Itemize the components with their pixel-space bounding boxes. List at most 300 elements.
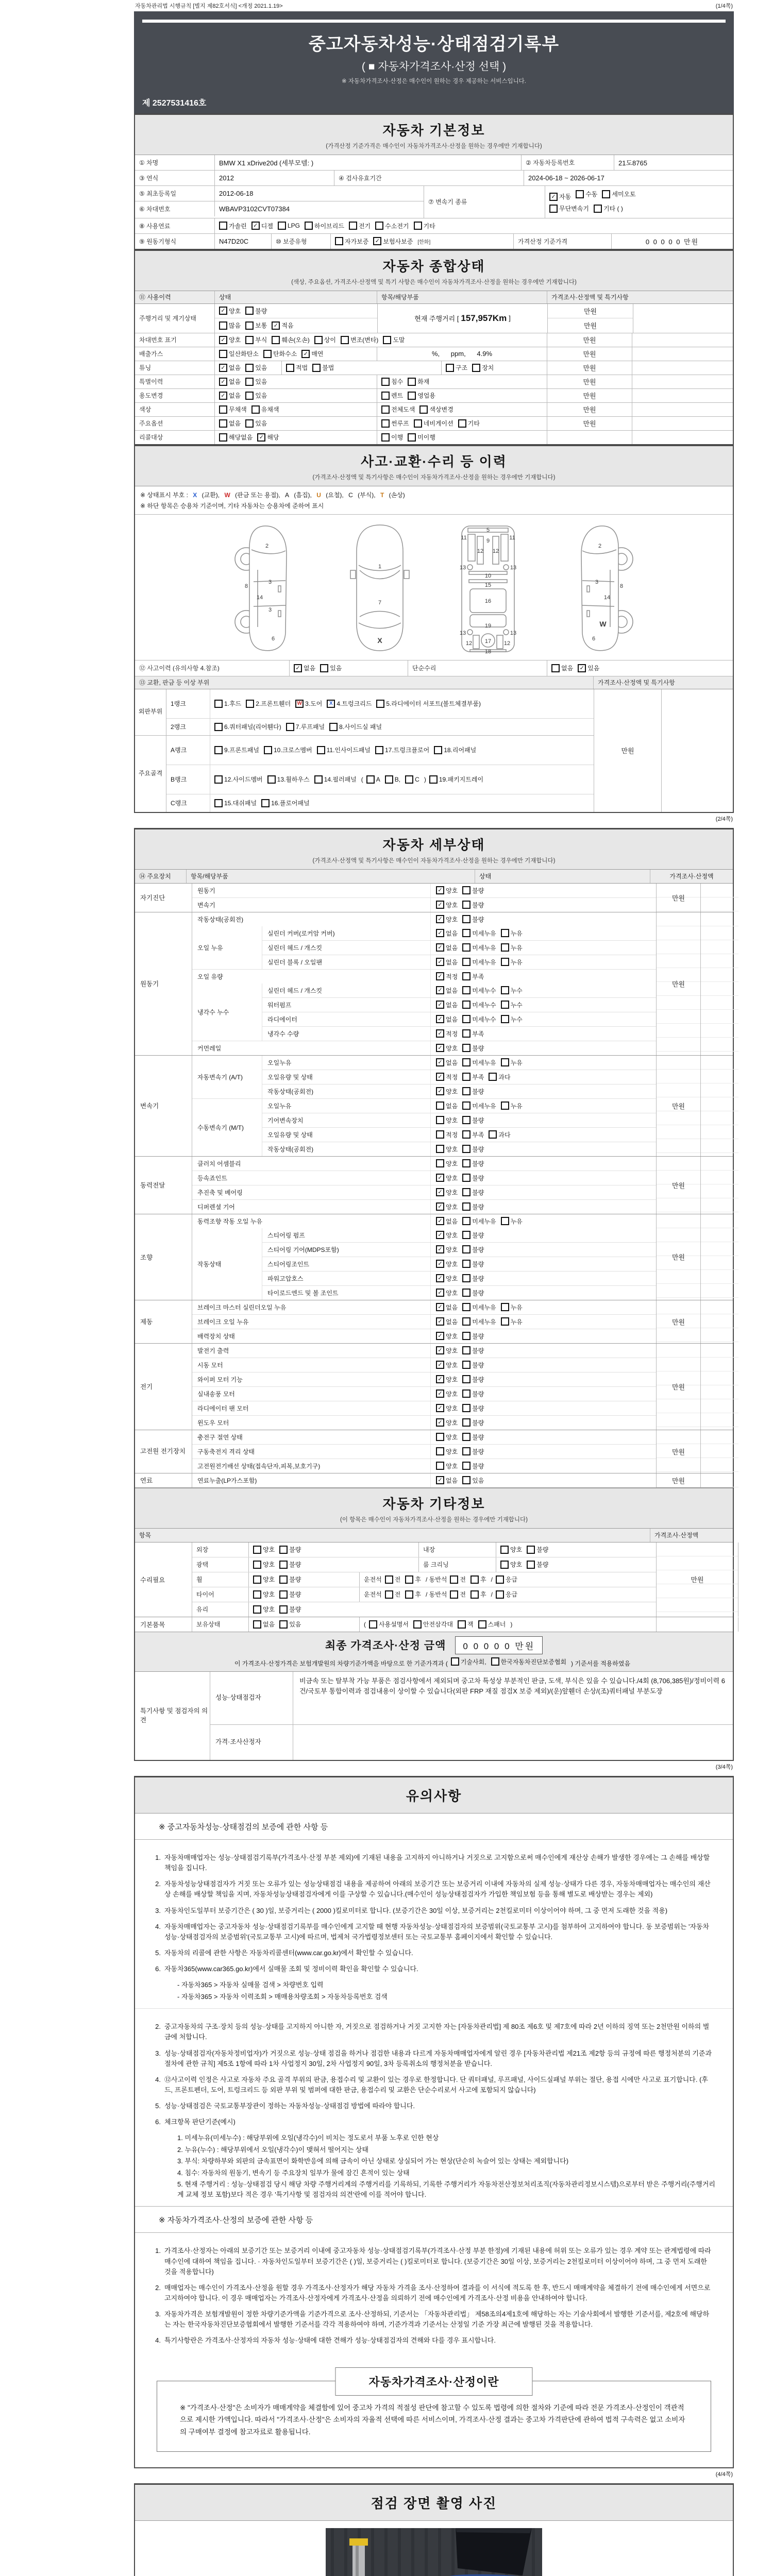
checkbox-icon: [462, 1202, 470, 1211]
car-damage-diagram: [135, 515, 733, 660]
group-engine: 원동기 작동상태(공회전) ✓ 양호 불량 오일 누유 실린더 커버(로커암 커버) ✓ 없음 미세누유 누유 실린더 헤드 / 개스킷 ✓ 없음 미세누유 누유 실린더 블록 / 오일팬 ✓ 없음 미세누유 누유 오일 유량 ✓ 적정 부족 냉각수 누수 실린더 헤드 / 개스킷 ✓ 없음 미세누수 누수 워터펌프 ✓ 없음 미세누수 누수 라디에이터 ✓ 없음 미세누수 누수 냉각수 수량 ✓ 적정 부족 커먼레일 ✓ 양호 불량 만원: [135, 912, 733, 1056]
inspection-period-value: 2024-06-18 ~ 2026-06-17: [528, 174, 604, 182]
notice-item: [150, 1879, 715, 1900]
detail-row-label: 와이퍼 모터 기능: [192, 1372, 431, 1386]
basic-info-title: 자동차 기본정보: [382, 123, 485, 138]
checkbox-icon: [405, 1590, 413, 1599]
checkbox-label: 사용설명서: [379, 1621, 409, 1628]
checkbox-label: 불량: [536, 1561, 549, 1568]
reg-number-value: 21도8765: [618, 159, 647, 167]
checkbox-option: [253, 1620, 275, 1629]
checkbox-option: [381, 377, 403, 386]
usage-col-state: 상태: [215, 291, 377, 303]
photos-band: [135, 2485, 733, 2521]
checkbox-option: [436, 1361, 458, 1369]
checkbox-option: [450, 1575, 466, 1584]
detail-row: [192, 970, 656, 984]
checkbox-icon: [341, 336, 349, 344]
checkbox-option: [436, 986, 458, 995]
detail-row: [262, 1257, 656, 1272]
diagram-panel-number: 3: [268, 579, 272, 585]
detail-row: [192, 898, 656, 912]
rankB-label: B랭크: [166, 765, 210, 794]
detail-row-status: [431, 926, 656, 940]
document-note: ※ 자동차가격조사·산정은 매수인이 원하는 경우 제공하는 서비스입니다.: [342, 78, 526, 84]
price-cell: 만원: [547, 375, 632, 388]
checkbox-label: 6.쿼터패널(리어휀다): [224, 723, 281, 731]
checkbox-option: [462, 1317, 496, 1326]
section-overall-state: [134, 250, 734, 445]
checkbox-icon: [501, 958, 509, 966]
checkbox-option: [219, 363, 241, 372]
recall-price: [547, 431, 632, 444]
checkbox-icon: [214, 700, 223, 708]
checkbox-option: [501, 1001, 523, 1009]
detail-col-state: 상태: [475, 870, 650, 883]
detail-row: [192, 1430, 656, 1445]
checkbox-label: 양호: [446, 1174, 458, 1182]
detail-row: [192, 1157, 656, 1171]
notice-item: [150, 1853, 715, 1873]
checkbox-label: 영업용: [417, 392, 435, 399]
checkbox-label: 후: [480, 1576, 486, 1583]
rank2-row: [166, 719, 594, 735]
checked-checkbox-icon: ✓: [436, 1389, 444, 1398]
odometer-suffix: ]: [509, 314, 511, 322]
detail-row-label: 오일누유: [262, 1099, 431, 1113]
checkbox-option: [279, 1575, 301, 1584]
checkbox-icon: [462, 1145, 470, 1153]
checkbox-label: 부족: [472, 1030, 484, 1038]
checked-checkbox-icon: ✓: [436, 1073, 444, 1081]
usage-row-vin: [135, 333, 733, 347]
checkbox-option: [436, 1087, 458, 1096]
usage-row-color: [135, 403, 733, 417]
diagram-panel-number: 17: [484, 638, 492, 645]
detail-row: [262, 1272, 656, 1286]
checkbox-icon: [219, 350, 227, 358]
checkbox-icon: [462, 929, 470, 937]
checkbox-option: [462, 1346, 484, 1355]
checkbox-option: [405, 775, 419, 784]
detail-row: [192, 1372, 656, 1387]
plain-text: W: [224, 491, 230, 499]
checkbox-label: 불량: [472, 1203, 484, 1211]
checkbox-icon: [501, 1058, 509, 1066]
diagram-panel-number: 14: [603, 594, 611, 601]
checkbox-label: 양호: [446, 1390, 458, 1398]
checkbox-icon: [436, 1101, 444, 1110]
checkbox-label: 탄화수소: [273, 350, 297, 358]
checkbox-label: 변조(변타): [350, 336, 379, 344]
detail-row: [262, 1286, 656, 1300]
checkbox-option: [436, 1231, 458, 1240]
checkbox-icon: [405, 1575, 413, 1584]
page-number-2: (2/4쪽): [715, 816, 733, 822]
detail-row-label: 클러치 어셈블리: [192, 1157, 431, 1171]
vin-value: WBAVP3102CVT07384: [219, 205, 290, 213]
checkbox-icon: [551, 664, 560, 672]
checkbox-label: 안전삼각대: [423, 1621, 453, 1628]
detail-row-label: 스티어링 펌프: [262, 1228, 431, 1242]
checkbox-label: 양호: [446, 1203, 458, 1211]
checkbox-option: [436, 1015, 458, 1024]
checked-checkbox-icon: ✓: [436, 1231, 444, 1239]
notice-item: [150, 2246, 715, 2277]
checkbox-label: 19.패키지트레이: [439, 776, 484, 783]
checkbox-label: 누유: [510, 958, 523, 966]
detail-row-label: 시동 모터: [192, 1358, 431, 1372]
accident-note: (가격조사·산정액 및 특기사항은 매수인이 자동차가격조사·산정을 원하는 경우에만 기재합니다): [312, 474, 556, 481]
vin-label: ⑥ 차대번호: [135, 201, 215, 216]
checkbox-label: 불법: [322, 364, 334, 371]
checked-checkbox-icon: ✓: [436, 1289, 444, 1297]
checkbox-label: 불량: [472, 1260, 484, 1268]
checkbox-option: [501, 1303, 523, 1312]
checkbox-label: 불량: [472, 887, 484, 894]
diagram-panel-number: 2: [598, 543, 602, 549]
notice-item-text: 성능·상태점검자(자동차정비업자)가 거짓으로 성능·상태 점검을 하거나 점검한 내용과 다르게 자동차매매업자에게 알린 경우 [자동차관리법 제21조 제2항 등의 규정에 따른 행정처분의 기준과 절차에 관한 규칙] 제5조 1항에 따라 1차 사업정지 30일, 2차 사업정지 90일, 3차 등록취소의 행정처분을 받습니다.: [164, 2049, 712, 2067]
checkbox-option: [436, 1058, 458, 1067]
diagram-panel-number: 8: [244, 583, 248, 589]
checkbox-option: [462, 1087, 484, 1096]
checkbox-option: [381, 419, 409, 428]
checkbox-label: 없음: [446, 1102, 458, 1110]
checkbox-icon: [436, 1159, 444, 1167]
group-fuel: 연료 연료누출(LP가스포함) ✓ 없음 있음 만원: [135, 1473, 733, 1488]
checkbox-label: 불량: [472, 1160, 484, 1167]
color-extra: [632, 403, 733, 416]
detail-row-status: [431, 1027, 656, 1041]
checkbox-icon: [462, 972, 470, 980]
notice-subtitle-2: ※ 자동차가격조사·산정의 보증에 관한 사항 등: [135, 2206, 733, 2233]
basic-row-reg-vin: [135, 186, 733, 218]
checked-checkbox-icon: ✓: [578, 664, 586, 672]
definition-box-title: 자동차가격조사·산정이란: [335, 2367, 532, 2396]
notice-sub-item: 5. 현재 주행거리 : 성능·상태점검 당시 해당 차량 주행거리계의 주행거리를 기록하되, 기록한 주행거리가 자동차전산정보처리조직(자동차관리정보시스템)으로부터 받은 주행거리(주행거리계 교체 정보 포함)보다 적은 경우 '특기사항 및 점검자의 의견'란에 이를 적어야 합니다.: [177, 2180, 715, 2198]
color-label: 색상: [135, 403, 215, 416]
mileage-status: [215, 304, 378, 333]
detail-row-label: 실린더 블록 / 오일팬: [262, 955, 431, 969]
checkbox-icon: [450, 1575, 458, 1584]
checkbox-label: 불량: [472, 916, 484, 923]
checkbox-option: [436, 1188, 458, 1197]
checkbox-label: 2.프론트휀더: [256, 700, 291, 707]
accident-history-row: [135, 660, 733, 676]
notice-item-text: 자동차매매업자는 성능·상태점검기록부(가격조사·산정 부분 제외)에 기재된 내용을 고지하지 아니하거나 거짓으로 고지함으로써 매수인에게 재산상 손해가 발생한 경우에는 그 손해를 배상할 책임을 집니다.: [164, 1854, 710, 1872]
checkbox-option: [314, 335, 336, 344]
checkbox-icon: [602, 190, 610, 198]
detail-row: [192, 1358, 656, 1372]
notice-subtitle-1: ※ 중고자동차성능·상태점검의 보증에 관한 사항 등: [135, 1814, 733, 1840]
damage-code-legend: [135, 486, 733, 500]
checkbox-label: 양호: [446, 1145, 458, 1153]
checkbox-option: [349, 222, 371, 230]
checkbox-icon: [279, 1620, 288, 1629]
detail-row-status: [431, 1459, 656, 1473]
detail-row: [192, 1214, 656, 1228]
checkbox-icon: [219, 321, 227, 330]
notice-item-number: 4.: [155, 1922, 161, 1930]
checkbox-label: 한국자동차진단보증협회: [500, 1658, 567, 1666]
checkbox-icon: [329, 723, 338, 731]
checkbox-icon: [462, 1260, 470, 1268]
detail-row: [262, 1099, 656, 1113]
checkbox-label: 불량: [472, 1361, 484, 1369]
checkbox-label: 양호: [263, 1576, 275, 1583]
checkbox-label: 17.트렁크플로어: [384, 747, 430, 754]
repair-row-polish-cleaning: 광택 양호 불량 룸 크리닝 양호 불량: [192, 1557, 656, 1572]
checkbox-icon: [462, 1303, 470, 1311]
photos-title: 점검 장면 촬영 사진: [371, 2496, 497, 2512]
detail-row: [192, 1416, 656, 1430]
checkbox-icon: [419, 405, 428, 414]
panel-group-frame: [135, 736, 594, 812]
section-basic-info: [134, 113, 734, 250]
checkbox-label: 있음: [472, 1477, 484, 1484]
checkbox-icon: [219, 405, 227, 414]
detail-row-status: [431, 1157, 656, 1171]
checkbox-label: 상이: [324, 336, 336, 344]
section-photos-sign: [134, 2483, 734, 2576]
accident-band: [135, 446, 733, 486]
checkbox-icon: [462, 1044, 470, 1052]
plain-text: ) 기준서를 적용하였음: [571, 1660, 631, 1667]
price-cell: 만원: [547, 389, 632, 402]
special-history-status: [215, 375, 377, 388]
checkbox-label: 네비게이션: [423, 420, 453, 427]
notice-item-number: 3.: [155, 1906, 161, 1914]
usage-row-tuning: [135, 361, 733, 375]
usage-row-special: [135, 375, 733, 389]
checkbox-option: [501, 1015, 523, 1024]
notice-item-number: 4.: [155, 2336, 161, 2345]
detail-row-status: [431, 1200, 656, 1214]
checkbox-option: [436, 1433, 458, 1442]
checkbox-icon: [462, 1389, 470, 1398]
checkbox-option: [436, 1044, 458, 1053]
checkbox-label: 불량: [472, 1174, 484, 1182]
checkbox-label: 불량: [472, 1145, 484, 1153]
usage-row-usechange: [135, 389, 733, 403]
price-cell: 만원: [547, 347, 632, 361]
checkbox-label: 침수: [391, 378, 404, 385]
checkbox-label: 양호: [446, 1376, 458, 1383]
checkbox-label: 누유: [510, 1059, 523, 1066]
checkbox-option: [462, 1130, 484, 1139]
checkbox-option: [436, 1289, 458, 1297]
damage-marker: W: [599, 619, 607, 628]
checkbox-label: 렌트: [391, 392, 404, 399]
opinion-row-inspector: [210, 1672, 733, 1725]
checkbox-label: 8.사이드실 패널: [339, 723, 382, 731]
checkbox-label: 9.프론트패널: [224, 747, 259, 754]
checkbox-icon: [245, 364, 254, 372]
checkbox-option: [279, 1545, 301, 1554]
checkbox-label: 불량: [289, 1606, 301, 1613]
form-regulation-ref: 자동차관리법 시행규칙 [별지 제82호서식] <개정 2021.1.19>: [135, 3, 283, 9]
rankA-row: [166, 736, 594, 765]
checkbox-label: 스패너: [488, 1621, 506, 1628]
checkbox-icon: [434, 746, 442, 754]
checkbox-option: [373, 237, 413, 246]
detail-row: [262, 1142, 656, 1156]
notice-item: [150, 2117, 715, 2127]
checkbox-label: 적법: [296, 364, 308, 371]
detail-row-label: 오일유량 및 상태: [262, 1070, 431, 1084]
checkbox-icon: [369, 1620, 377, 1629]
checkbox-option: [419, 405, 453, 414]
checkbox-label: 없음: [446, 1303, 458, 1311]
checkbox-label: 없음: [229, 378, 241, 385]
inspector-opinion: [135, 1672, 733, 1760]
price-cell: 만원: [548, 304, 633, 319]
mileage-label: 주행거리 및 계기상태: [135, 304, 215, 333]
diagram-panel-number: 19: [484, 622, 492, 629]
checkbox-icon: [245, 321, 254, 330]
checkbox-label: 미세누유: [472, 929, 496, 937]
detail-row-label: 작동상태(공회전): [262, 1084, 431, 1098]
checkbox-label: 해당: [267, 434, 279, 441]
checkbox-icon: [349, 222, 357, 230]
checkbox-label: 미이행: [417, 434, 435, 441]
checkbox-icon: [462, 1274, 470, 1282]
checkbox-icon: [462, 1058, 470, 1066]
checkbox-icon: [500, 1561, 509, 1569]
detail-row: [262, 1228, 656, 1243]
usage-col-price: 가격조사·산정액 및 특기사항: [551, 294, 629, 301]
frame-group-label: 주요골격: [135, 736, 166, 812]
checked-checkbox-icon: ✓: [549, 193, 558, 201]
checkbox-option: [527, 1560, 548, 1569]
checkbox-icon: [246, 700, 254, 708]
checkbox-icon: [576, 190, 584, 198]
detail-row: [262, 955, 656, 969]
checkbox-option: [549, 204, 589, 213]
plain-text: (판금 또는 용접),: [233, 491, 282, 499]
checkbox-label: 무단변속기: [559, 205, 589, 212]
notice-sub-item: - 자동차365 > 자동차 이력조회 > 매매용차량조회 > 자동차등록번호 검색: [177, 1992, 388, 2001]
section-notice: [134, 1776, 734, 2468]
detail-row-status: [431, 1070, 656, 1084]
checkbox-option: [414, 419, 453, 428]
checked-checkbox-icon: ✓: [436, 1058, 444, 1066]
detail-row-label: 파워고압호스: [262, 1272, 431, 1285]
checked-checkbox-icon: ✓: [436, 1202, 444, 1211]
checkbox-option: [219, 321, 241, 330]
checkbox-icon: [462, 986, 470, 994]
detail-row: [192, 1344, 656, 1358]
checkbox-label: 누유: [510, 944, 523, 952]
detail-row-status: [431, 1445, 656, 1459]
detail-row: [262, 1070, 656, 1084]
overall-note: (색상, 주요옵션, 가격조사·산정액 및 특기 사항은 매수인이 자동차가격조사·산정을 원하는 경우에만 기재합니다): [291, 279, 577, 285]
group-transmission: 변속기 자동변속기 (A/T) 오일누유 ✓ 없음 미세누유 누유 오일유량 및 상태 ✓ 적정 부족 과다 작동상태(공회전) ✓ 양호 불량 수동변속기 (M/T) 오일누유 없음 미세누유 누유 기어변속장치 양호 불량 오일유량 및 상태 적정 부족 과다 작동상태(공회전) 양호 불량 만원: [135, 1056, 733, 1157]
checkbox-label: 전기: [358, 222, 371, 230]
checkbox-icon: [462, 886, 470, 894]
checked-checkbox-icon: ✓: [436, 1044, 444, 1052]
notice-item: [150, 1948, 715, 1958]
simple-repair-status: [547, 660, 733, 676]
group-powertrain: 동력전달 클러치 어셈블리 양호 불량 등속죠인트 ✓ 양호 불량 추진축 및 베어링 ✓ 양호 불량 디퍼렌셜 기어 ✓ 양호 불량 만원: [135, 1157, 733, 1214]
checkbox-label: 3.도어: [305, 700, 323, 707]
checkbox-icon: [214, 723, 223, 731]
checkbox-label: 15.대쉬패널: [224, 800, 257, 807]
extra-note: (이 항목은 매수인이 자동차가격조사·산정을 원하는 경우에만 기재합니다): [340, 1516, 528, 1523]
model-year-value: 2012: [215, 171, 334, 185]
checkbox-option: [245, 377, 267, 386]
checkbox-icon: [245, 378, 254, 386]
checkbox-icon: [501, 1303, 509, 1311]
checkbox-label: 양호: [446, 1275, 458, 1282]
checkbox-label: 불량: [289, 1546, 301, 1553]
checkbox-option: [462, 958, 496, 967]
checkbox-icon: [462, 1418, 470, 1427]
checkbox-option: [500, 1560, 522, 1569]
checkbox-option: [385, 1590, 401, 1599]
checkbox-icon: [446, 364, 454, 372]
checkbox-icon: [501, 986, 509, 994]
tuning-label: 튜닝: [135, 361, 215, 375]
detail-row: [192, 1459, 656, 1473]
checkbox-label: 미세누유: [472, 944, 496, 952]
checkbox-option: [301, 349, 323, 358]
checkbox-label: 양호: [446, 1160, 458, 1167]
detail-row-status: [431, 1012, 656, 1026]
detail-row-label: 충전구 절연 상태: [192, 1430, 431, 1444]
detail-row-label: 구동축전지 격리 상태: [192, 1445, 431, 1459]
checkbox-label: 미세누수: [472, 1015, 496, 1023]
checkbox-icon: [462, 1101, 470, 1110]
checkbox-icon: [501, 1001, 509, 1009]
checkbox-option: [436, 1375, 458, 1384]
checkbox-label: 미세누유: [472, 1059, 496, 1066]
checkbox-label: 불량: [472, 1347, 484, 1354]
checkbox-label: 없음: [229, 420, 241, 427]
checkbox-option: [501, 1058, 523, 1067]
checkbox-option: [329, 722, 382, 731]
group-repair-needed: 수리필요 외장 양호 불량 내장 양호 불량 광택 양호 불량 룸 크리닝 양호 불량 휠 양호 불량 운전석 전 후 / 동반석 전 후 / 응급 타이어 양호 불량 운전석 전 후 / 동반석 전 후 / 응급 유리 양호 불량 만원: [135, 1543, 733, 1617]
checked-checkbox-icon: ✓: [436, 1317, 444, 1326]
checkbox-icon: [279, 1561, 288, 1569]
checkbox-option: [214, 699, 241, 708]
checkbox-option: [413, 1620, 453, 1629]
checkbox-label: 전: [394, 1591, 401, 1598]
checkbox-icon: [462, 1404, 470, 1412]
panels-title: ⑬ 교환, 판금 등 이상 부위: [135, 676, 594, 689]
price-cell: 만원: [547, 403, 632, 416]
checkbox-option: [405, 1590, 421, 1599]
detail-row-status: [431, 1401, 656, 1415]
detail-row: [262, 926, 656, 941]
checkbox-option: [305, 222, 344, 230]
checkbox-icon: [462, 1245, 470, 1253]
checkbox-option: [381, 433, 403, 442]
odometer-prefix: 현재 주행거리 [: [414, 315, 459, 323]
checkbox-label: 불량: [472, 1404, 484, 1412]
transmission-options-line1: [549, 190, 729, 201]
usage-row-emission: [135, 347, 733, 361]
checkbox-icon: [462, 1346, 470, 1354]
checkbox-label: 11.인사이드패널: [326, 747, 371, 754]
checkbox-label: 부족: [472, 1073, 484, 1081]
checkbox-icon: [462, 1188, 470, 1196]
notice-item-text: 체크항목 판단기준(예시): [164, 2118, 236, 2126]
plain-text: A: [285, 491, 290, 499]
checkbox-icon: [312, 364, 321, 372]
detail-row-label: 실린더 헤드 / 개스킷: [262, 941, 431, 955]
color-status: [215, 403, 377, 416]
